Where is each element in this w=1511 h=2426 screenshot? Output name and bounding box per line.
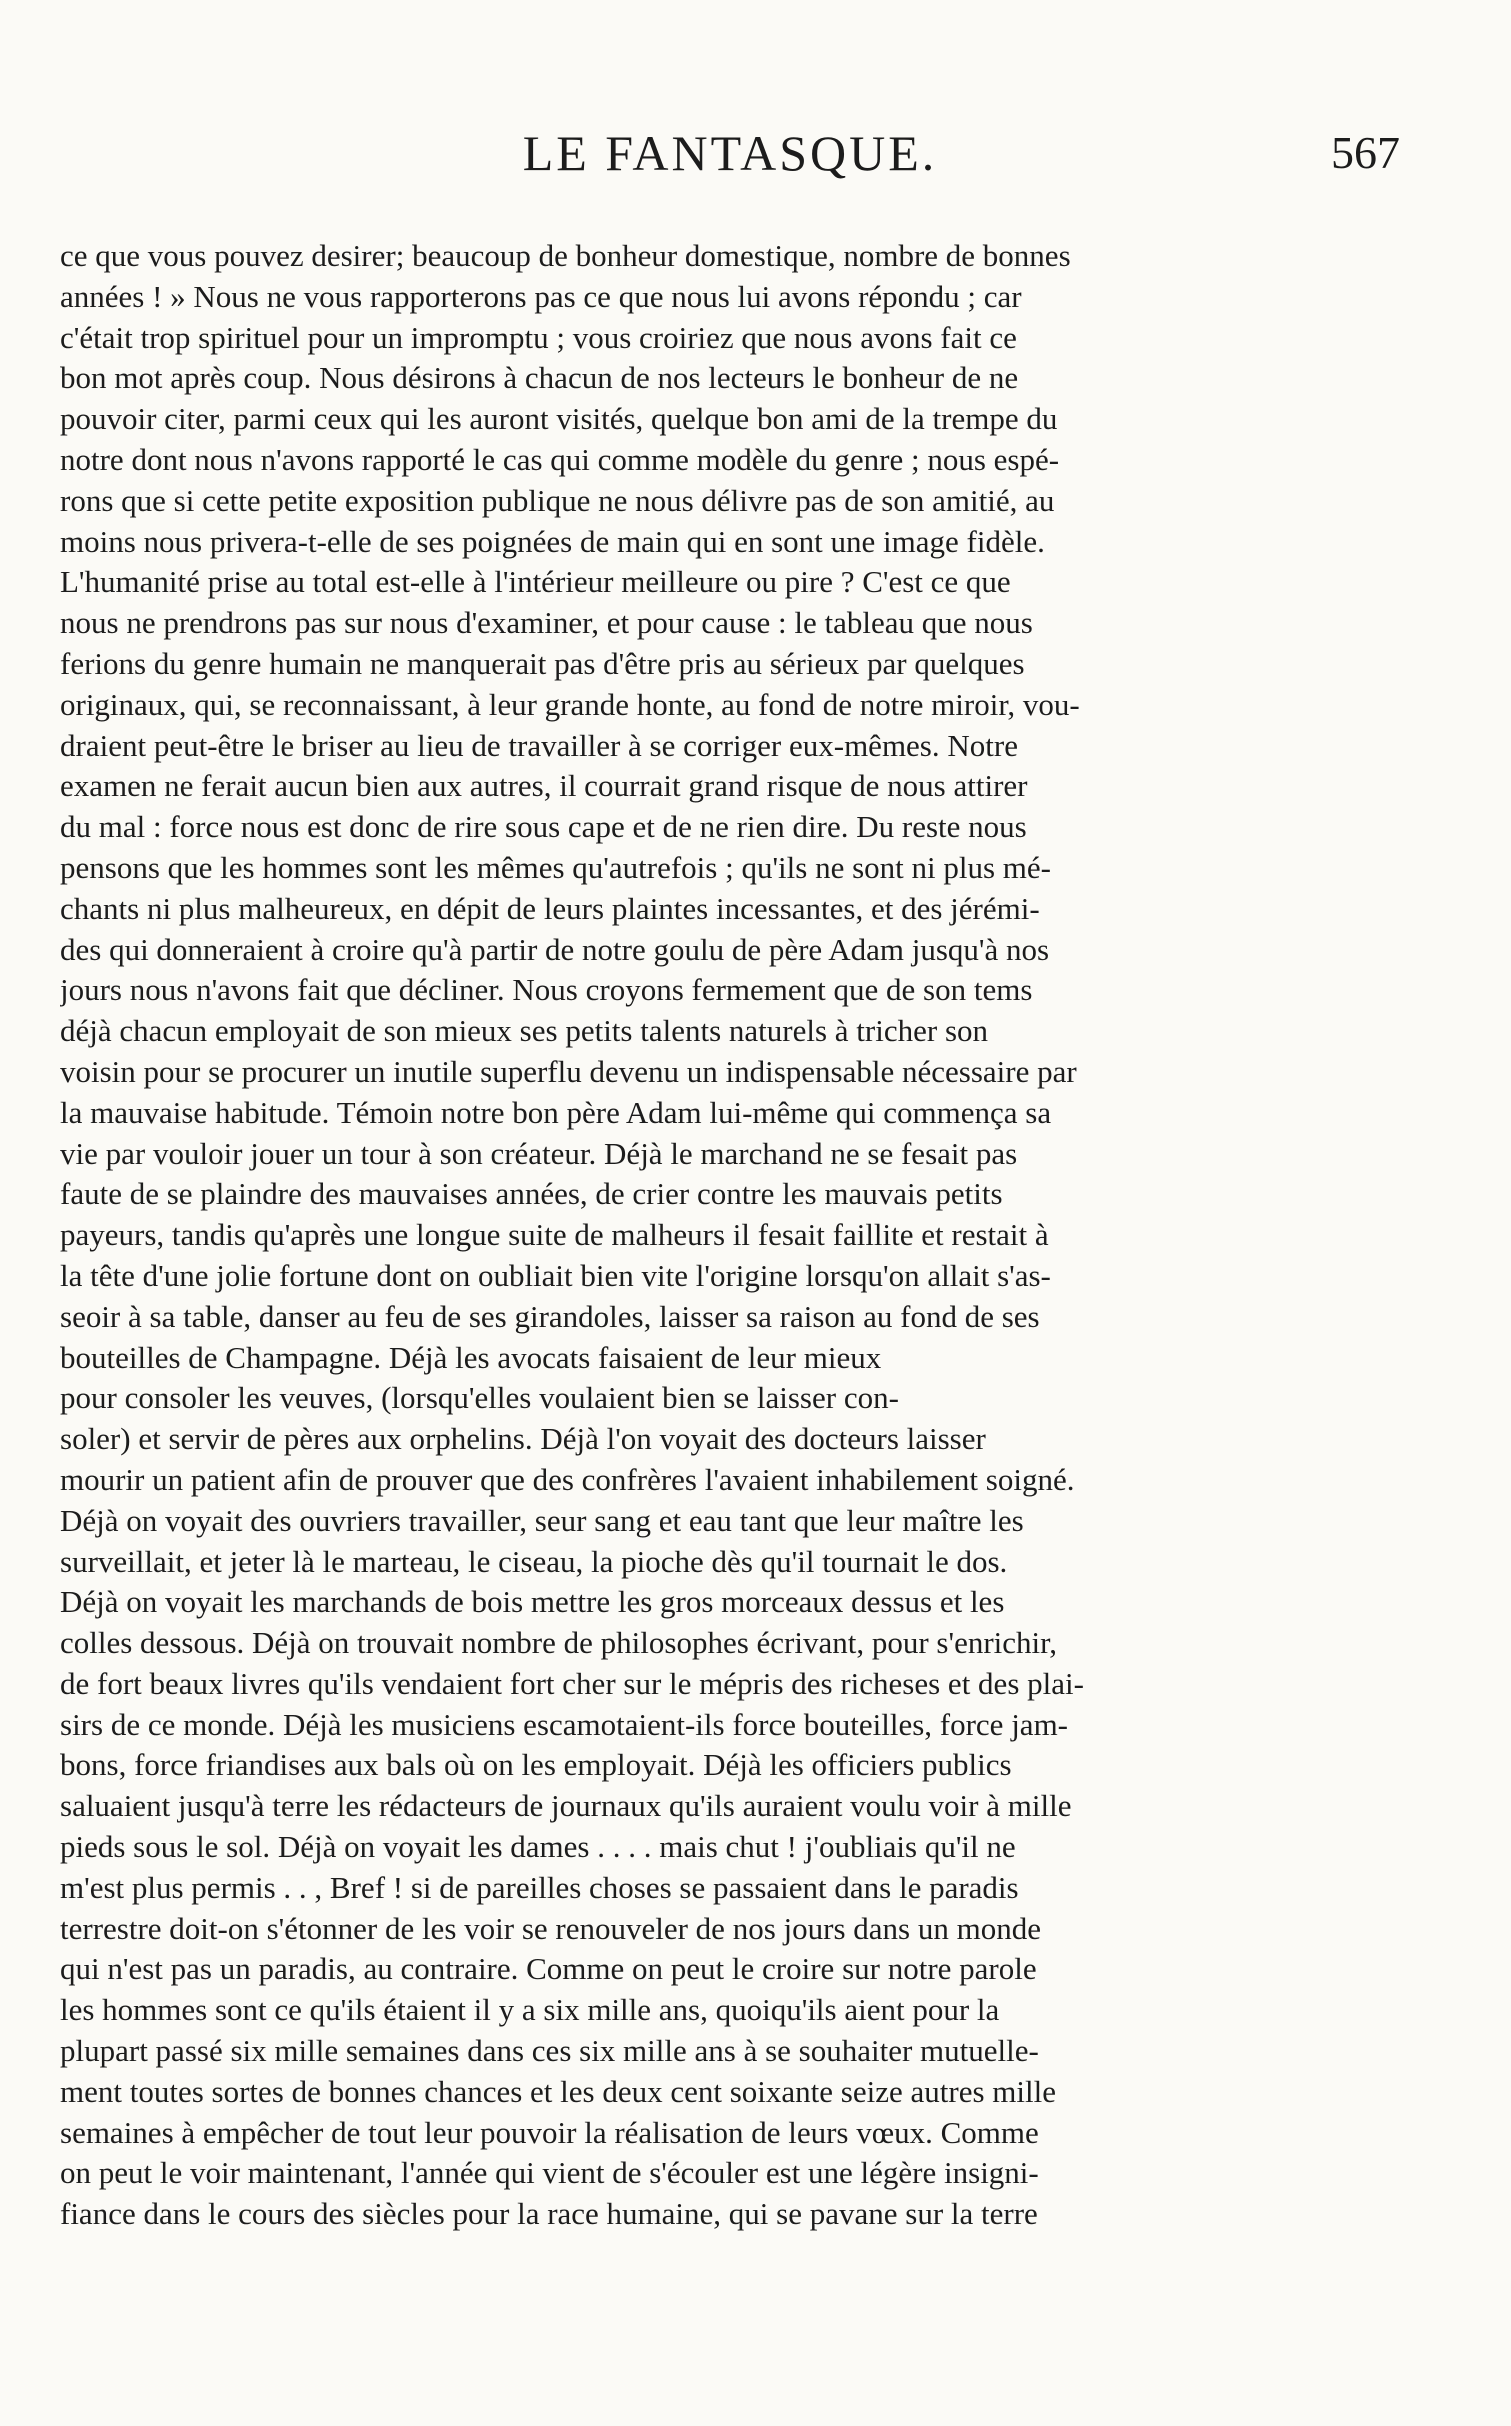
text-line: saluaient jusqu'à terre les rédacteurs de journaux qu'ils auraient voulu voir à mille xyxy=(60,1788,1072,1824)
text-line: bon mot après coup. Nous désirons à chacun de nos lecteurs le bonheur de ne xyxy=(60,360,1019,396)
text-line: originaux, qui, se reconnaissant, à leur grande honte, au fond de notre miroir, vou- xyxy=(60,686,1080,722)
text-line: pouvoir citer, parmi ceux qui les auront visités, quelque bon ami de la trempe du xyxy=(60,401,1058,437)
text-line: voisin pour se procurer un inutile superflu devenu un indispensable nécessaire par xyxy=(60,1053,1077,1089)
page-number: 567 xyxy=(1331,127,1400,178)
text-line: pensons que les hommes sont les mêmes qu'autrefois ; qu'ils ne sont ni plus mé- xyxy=(60,849,1052,885)
text-line: seoir à sa table, danser au feu de ses girandoles, laisser sa raison au fond de ses xyxy=(60,1298,1040,1334)
text-line: les hommes sont ce qu'ils étaient il y a six mille ans, quoiqu'ils aient pour la xyxy=(60,1992,1000,2028)
text-line: c'était trop spirituel pour un impromptu ; vous croiriez que nous avons fait ce xyxy=(60,319,1017,355)
text-line: vie par vouloir jouer un tour à son créateur. Déjà le marchand ne se fesait pas xyxy=(60,1135,1018,1171)
text-line: chants ni plus malheureux, en dépit de leurs plaintes incessantes, et des jérémi- xyxy=(60,890,1040,926)
text-line: des qui donneraient à croire qu'à partir de notre goulu de père Adam jusqu'à nos xyxy=(60,931,1050,967)
text-line: soler) et servir de pères aux orphelins. Déjà l'on voyait des docteurs laisser xyxy=(60,1421,986,1457)
text-line: du mal : force nous est donc de rire sous cape et de ne rien dire. Du reste nous xyxy=(60,809,1027,845)
text-line: fiance dans le cours des siècles pour la race humaine, qui se pavane sur la terre xyxy=(60,2196,1038,2232)
text-line: pieds sous le sol. Déjà on voyait les dames . . . . mais chut ! j'oubliais qu'il ne xyxy=(60,1829,1016,1865)
text-line: Déjà on voyait les marchands de bois mettre les gros morceaux dessus et les xyxy=(60,1584,1005,1620)
text-line: Déjà on voyait des ouvriers travailler, seur sang et eau tant que leur maître les xyxy=(60,1502,1024,1538)
text-line: la mauvaise habitude. Témoin notre bon père Adam lui-même qui commença sa xyxy=(60,1094,1052,1130)
text-line: terrestre doit-on s'étonner de les voir se renouveler de nos jours dans un monde xyxy=(60,1910,1041,1946)
text-line: ment toutes sortes de bonnes chances et les deux cent soixante seize autres mille xyxy=(60,2073,1056,2109)
text-line: examen ne ferait aucun bien aux autres, il courrait grand risque de nous attirer xyxy=(60,768,1028,804)
text-line: déjà chacun employait de son mieux ses petits talents naturels à tricher son xyxy=(60,1013,989,1049)
text-line: ferions du genre humain ne manquerait pas d'être pris au sérieux par quelques xyxy=(60,645,1025,681)
text-line: rons que si cette petite exposition publique ne nous délivre pas de son amitié, au xyxy=(60,482,1055,518)
text-line: plupart passé six mille semaines dans ces six mille ans à se souhaiter mutuelle- xyxy=(60,2033,1039,2069)
text-line: jours nous n'avons fait que décliner. Nous croyons fermement que de son tems xyxy=(60,972,1033,1008)
text-line: sirs de ce monde. Déjà les musiciens escamotaient-ils force bouteilles, force jam- xyxy=(60,1706,1068,1742)
text-line: années ! » Nous ne vous rapporterons pas ce que nous lui avons répondu ; car xyxy=(60,278,1022,314)
text-line: notre dont nous n'avons rapporté le cas qui comme modèle du genre ; nous espé- xyxy=(60,441,1060,477)
text-line: de fort beaux livres qu'ils vendaient fort cher sur le mépris des richeses et des plai- xyxy=(60,1665,1084,1701)
text-line: moins nous privera-t-elle de ses poignées de main qui en sont une image fidèle. xyxy=(60,523,1045,559)
text-line: pour consoler les veuves, (lorsqu'elles voulaient bien se laisser con- xyxy=(60,1380,899,1416)
text-line: nous ne prendrons pas sur nous d'examiner, et pour cause : le tableau que nous xyxy=(60,605,1033,641)
text-line: payeurs, tandis qu'après une longue suite de malheurs il fesait faillite et restait à xyxy=(60,1217,1049,1253)
text-line: draient peut-être le briser au lieu de travailler à se corriger eux-mêmes. Notre xyxy=(60,727,1018,763)
text-line: mourir un patient afin de prouver que des confrères l'avaient inhabilement soigné. xyxy=(60,1461,1075,1497)
body-text xyxy=(60,236,1420,2235)
text-line: bouteilles de Champagne. Déjà les avocats faisaient de leur mieux xyxy=(60,1339,882,1375)
text-line: faute de se plaindre des mauvaises années, de crier contre les mauvais petits xyxy=(60,1176,1003,1212)
text-line: semaines à empêcher de tout leur pouvoir la réalisation de leurs vœux. Comme xyxy=(60,2114,1039,2150)
text-line: L'humanité prise au total est-elle à l'intérieur meilleure ou pire ? C'est ce que xyxy=(60,564,1011,600)
text-line: la tête d'une jolie fortune dont on oubliait bien vite l'origine lorsqu'on allait s'as- xyxy=(60,1257,1051,1293)
text-line: on peut le voir maintenant, l'année qui vient de s'écouler est une légère insigni- xyxy=(60,2155,1039,2191)
text-line: qui n'est pas un paradis, au contraire. Comme on peut le croire sur notre parole xyxy=(60,1951,1037,1987)
text-line: bons, force friandises aux bals où on les employait. Déjà les officiers publics xyxy=(60,1747,1012,1783)
text-line: m'est plus permis . . , Bref ! si de pareilles choses se passaient dans le paradis xyxy=(60,1869,1019,1905)
running-head xyxy=(60,118,1400,188)
running-title: LE FANTASQUE. xyxy=(522,125,938,181)
text-line: surveillait, et jeter là le marteau, le ciseau, la pioche dès qu'il tournait le dos. xyxy=(60,1543,1008,1579)
text-line: ce que vous pouvez desirer; beaucoup de bonheur domestique, nombre de bonnes xyxy=(60,238,1071,273)
text-line: colles dessous. Déjà on trouvait nombre de philosophes écrivant, pour s'enrichir, xyxy=(60,1625,1057,1661)
